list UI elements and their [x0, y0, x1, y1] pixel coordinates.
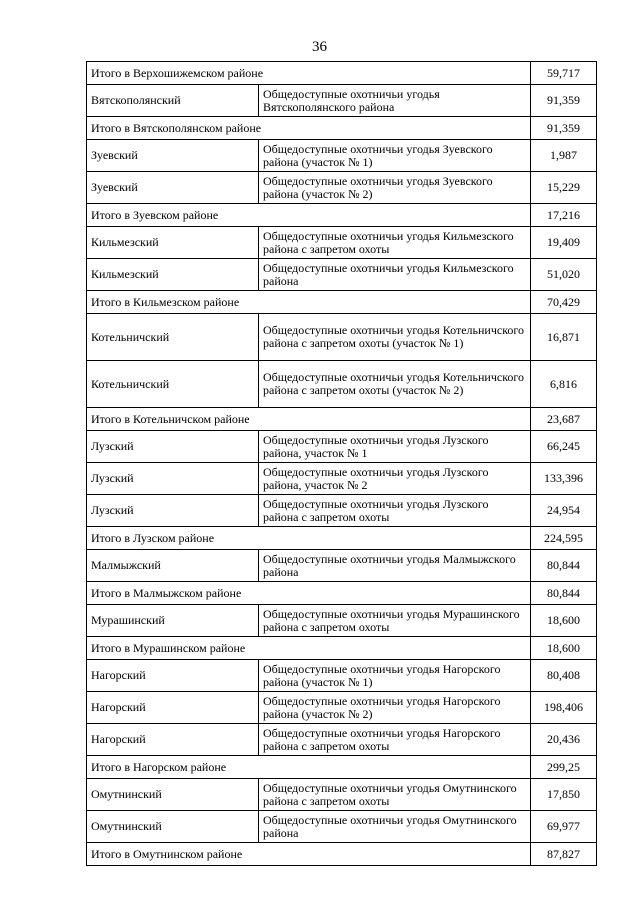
description-cell: Общедоступные охотничьи угодья Малмыжского района: [259, 550, 531, 582]
area-cell: 24,954: [531, 495, 597, 527]
area-cell: 18,600: [531, 605, 597, 637]
district-cell: Лузский: [87, 463, 259, 495]
description-cell: Общедоступные охотничьи угодья Котельничского района с запретом охоты (участок № 2): [259, 361, 531, 408]
district-cell: Малмыжский: [87, 550, 259, 582]
total-row: [87, 582, 597, 605]
description-cell: Общедоступные охотничьи угодья Зуевского района (участок № 2): [259, 172, 531, 204]
total-label: Итого в Зуевском районе: [87, 204, 531, 227]
table-row: [87, 550, 597, 582]
area-cell: 51,020: [531, 259, 597, 291]
description-cell: Общедоступные охотничьи угодья Кильмезского района: [259, 259, 531, 291]
district-cell: Нагорский: [87, 692, 259, 724]
table-row: [87, 660, 597, 692]
area-cell: 19,409: [531, 227, 597, 259]
area-cell: 91,359: [531, 85, 597, 117]
description-cell: Общедоступные охотничьи угодья Нагорского района с запретом охоты: [259, 724, 531, 756]
total-area: 80,844: [531, 582, 597, 605]
table-row: [87, 259, 597, 291]
total-row: [87, 204, 597, 227]
area-cell: 69,977: [531, 811, 597, 843]
total-row: [87, 756, 597, 779]
description-cell: Общедоступные охотничьи угодья Лузского района, участок № 1: [259, 431, 531, 463]
total-area: 17,216: [531, 204, 597, 227]
table-row: [87, 495, 597, 527]
total-label: Итого в Верхошижемском районе: [87, 62, 531, 85]
district-cell: Мурашинский: [87, 605, 259, 637]
district-cell: Лузский: [87, 431, 259, 463]
table-row: [87, 724, 597, 756]
district-cell: Омутнинский: [87, 779, 259, 811]
total-label: Итого в Омутнинском районе: [87, 843, 531, 866]
area-cell: 20,436: [531, 724, 597, 756]
district-cell: Зуевский: [87, 140, 259, 172]
description-cell: Общедоступные охотничьи угодья Омутнинского района: [259, 811, 531, 843]
area-cell: 133,396: [531, 463, 597, 495]
district-cell: Нагорский: [87, 724, 259, 756]
description-cell: Общедоступные охотничьи угодья Кильмезского района с запретом охоты: [259, 227, 531, 259]
district-cell: Кильмезский: [87, 259, 259, 291]
area-cell: 15,229: [531, 172, 597, 204]
area-cell: 16,871: [531, 314, 597, 361]
area-cell: 1,987: [531, 140, 597, 172]
description-cell: Общедоступные охотничьи угодья Нагорского района (участок № 2): [259, 692, 531, 724]
area-cell: 80,844: [531, 550, 597, 582]
description-cell: Общедоступные охотничьи угодья Зуевского района (участок № 1): [259, 140, 531, 172]
hunting-grounds-table: [86, 61, 597, 866]
total-row: [87, 527, 597, 550]
total-row: [87, 637, 597, 660]
table-row: [87, 361, 597, 408]
district-cell: Вятскополянский: [87, 85, 259, 117]
table-row: [87, 314, 597, 361]
area-cell: 198,406: [531, 692, 597, 724]
total-area: 224,595: [531, 527, 597, 550]
table-row: [87, 811, 597, 843]
total-area: 59,717: [531, 62, 597, 85]
total-label: Итого в Мурашинском районе: [87, 637, 531, 660]
area-cell: 80,408: [531, 660, 597, 692]
district-cell: Котельничский: [87, 361, 259, 408]
total-label: Итого в Котельничском районе: [87, 408, 531, 431]
table-row: [87, 172, 597, 204]
total-area: 18,600: [531, 637, 597, 660]
description-cell: Общедоступные охотничьи угодья Мурашинского района с запретом охоты: [259, 605, 531, 637]
table-row: [87, 692, 597, 724]
district-cell: Кильмезский: [87, 227, 259, 259]
total-row: [87, 291, 597, 314]
description-cell: Общедоступные охотничьи угодья Котельничского района с запретом охоты (участок № 1): [259, 314, 531, 361]
table-row: [87, 227, 597, 259]
total-area: 91,359: [531, 117, 597, 140]
table-row: [87, 140, 597, 172]
total-row: [87, 117, 597, 140]
district-cell: Зуевский: [87, 172, 259, 204]
page-number: 36: [312, 39, 327, 55]
district-cell: Котельничский: [87, 314, 259, 361]
description-cell: Общедоступные охотничьи угодья Омутнинского района с запретом охоты: [259, 779, 531, 811]
description-cell: Общедоступные охотничьи угодья Нагорского района (участок № 1): [259, 660, 531, 692]
total-area: 299,25: [531, 756, 597, 779]
total-area: 23,687: [531, 408, 597, 431]
area-cell: 17,850: [531, 779, 597, 811]
description-cell: Общедоступные охотничьи угодья Лузского района, участок № 2: [259, 463, 531, 495]
total-label: Итого в Нагорском районе: [87, 756, 531, 779]
total-label: Итого в Малмыжском районе: [87, 582, 531, 605]
table-row: [87, 605, 597, 637]
table-row: [87, 779, 597, 811]
total-area: 87,827: [531, 843, 597, 866]
district-cell: Омутнинский: [87, 811, 259, 843]
total-label: Итого в Лузском районе: [87, 527, 531, 550]
total-area: 70,429: [531, 291, 597, 314]
description-cell: Общедоступные охотничьи угодья Вятскополянского района: [259, 85, 531, 117]
total-label: Итого в Кильмезском районе: [87, 291, 531, 314]
table-row: [87, 85, 597, 117]
area-cell: 6,816: [531, 361, 597, 408]
table-row: [87, 463, 597, 495]
district-cell: Нагорский: [87, 660, 259, 692]
total-row: [87, 408, 597, 431]
table-row: [87, 431, 597, 463]
total-label: Итого в Вятскополянском районе: [87, 117, 531, 140]
total-row: [87, 62, 597, 85]
description-cell: Общедоступные охотничьи угодья Лузского района с запретом охоты: [259, 495, 531, 527]
district-cell: Лузский: [87, 495, 259, 527]
area-cell: 66,245: [531, 431, 597, 463]
total-row: [87, 843, 597, 866]
table-body: [87, 62, 597, 866]
